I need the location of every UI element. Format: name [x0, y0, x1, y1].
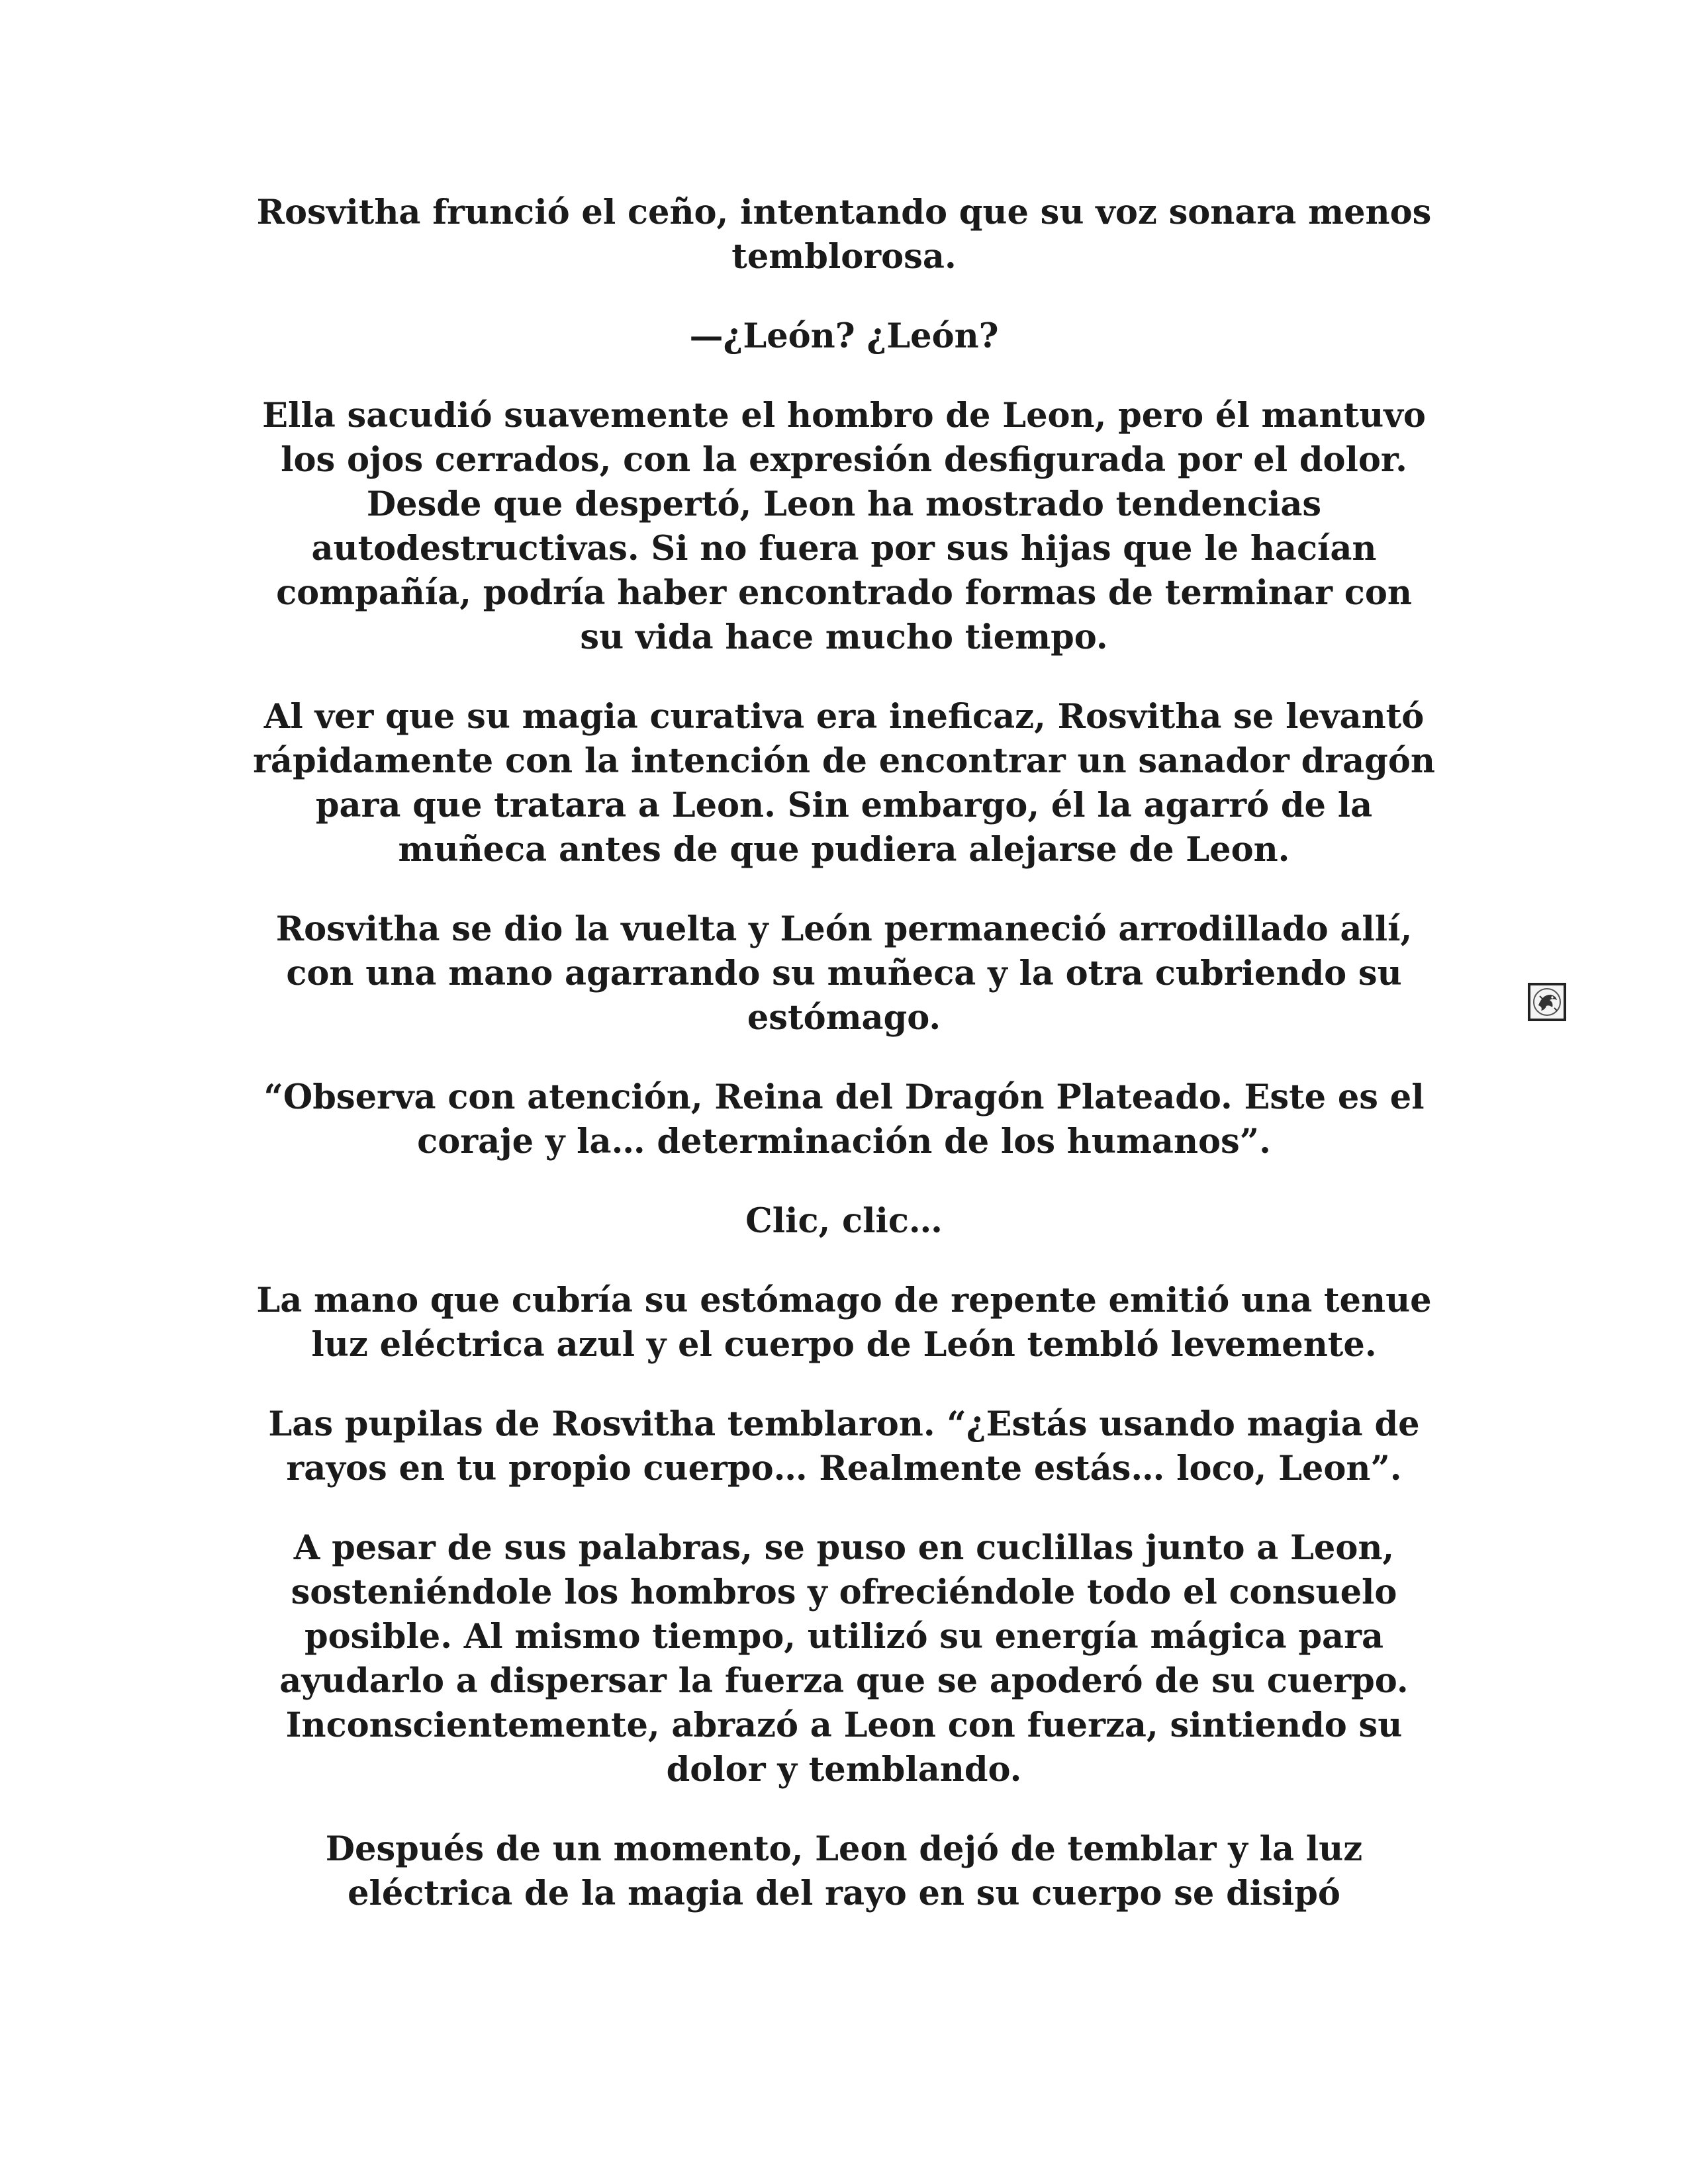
text-line: muñeca antes de que pudiera alejarse de Leon. [398, 830, 1290, 870]
paragraph [225, 1402, 1463, 1491]
paragraph [225, 695, 1463, 872]
text-line: rayos en tu propio cuerpo… Realmente estás… loco, Leon”. [286, 1449, 1402, 1488]
paragraph [225, 314, 1463, 359]
text-line: Las pupilas de Rosvitha temblaron. “¿Estás usando magia de [268, 1404, 1420, 1444]
text-line: ayudarlo a dispersar la fuerza que se apoderó de su cuerpo. [279, 1661, 1409, 1701]
text-line: temblorosa. [731, 237, 957, 277]
text-line: Al ver que su magia curativa era ineficaz, Rosvitha se levantó [263, 697, 1425, 737]
text-line: estómago. [747, 998, 941, 1038]
paragraph [225, 1827, 1463, 1916]
text-line: Clic, clic… [745, 1201, 943, 1241]
text-line: A pesar de sus palabras, se puso en cuclillas junto a Leon, [293, 1528, 1395, 1568]
text-line: sosteniéndole los hombros y ofreciéndole todo el consuelo [291, 1572, 1397, 1612]
paragraph [225, 1075, 1463, 1164]
text-line: coraje y la… determinación de los humanos”. [417, 1122, 1271, 1161]
paragraph [225, 1199, 1463, 1244]
paragraph [225, 1279, 1463, 1367]
text-line: Desde que despertó, Leon ha mostrado tendencias [366, 484, 1322, 524]
text-line: Después de un momento, Leon dejó de temblar y la luz [325, 1829, 1363, 1869]
text-line: autodestructivas. Si no fuera por sus hijas que le hacían [311, 529, 1377, 569]
text-line: Rosvitha se dio la vuelta y León permaneció arrodillado allí, [275, 909, 1413, 949]
paragraph [225, 907, 1463, 1040]
text-line: Ella sacudió suavemente el hombro de Leon, pero él mantuvo [262, 396, 1426, 435]
paragraph [225, 1526, 1463, 1792]
text-line: —¿León? ¿León? [689, 316, 999, 356]
text-line: La mano que cubría su estómago de repente emitió una tenue [256, 1281, 1432, 1320]
text-line: su vida hace mucho tiempo. [580, 617, 1108, 657]
text-line: “Observa con atención, Reina del Dragón Plateado. Este es el [263, 1077, 1425, 1117]
text-line: para que tratara a Leon. Sin embargo, él la agarró de la [315, 786, 1373, 825]
paragraph [225, 191, 1463, 279]
text-line: los ojos cerrados, con la expresión desfigurada por el dolor. [281, 440, 1407, 480]
text-line: posible. Al mismo tiempo, utilizó su energía mágica para [304, 1617, 1383, 1657]
dragon-emblem-icon [1528, 983, 1566, 1021]
paragraph [225, 394, 1463, 660]
text-line: con una mano agarrando su muñeca y la otra cubriendo su [286, 954, 1402, 993]
text-line: eléctrica de la magia del rayo en su cuerpo se disipó [348, 1874, 1340, 1913]
story-text [225, 191, 1463, 1951]
text-line: dolor y temblando. [666, 1750, 1022, 1790]
text-line: Rosvitha frunció el ceño, intentando que su voz sonara menos [256, 193, 1432, 232]
text-line: compañía, podría haber encontrado formas de terminar con [276, 573, 1412, 613]
text-line: luz eléctrica azul y el cuerpo de León tembló levemente. [311, 1325, 1377, 1365]
text-line: rápidamente con la intención de encontrar un sanador dragón [253, 741, 1435, 781]
text-line: Inconscientemente, abrazó a Leon con fuerza, sintiendo su [285, 1706, 1403, 1745]
